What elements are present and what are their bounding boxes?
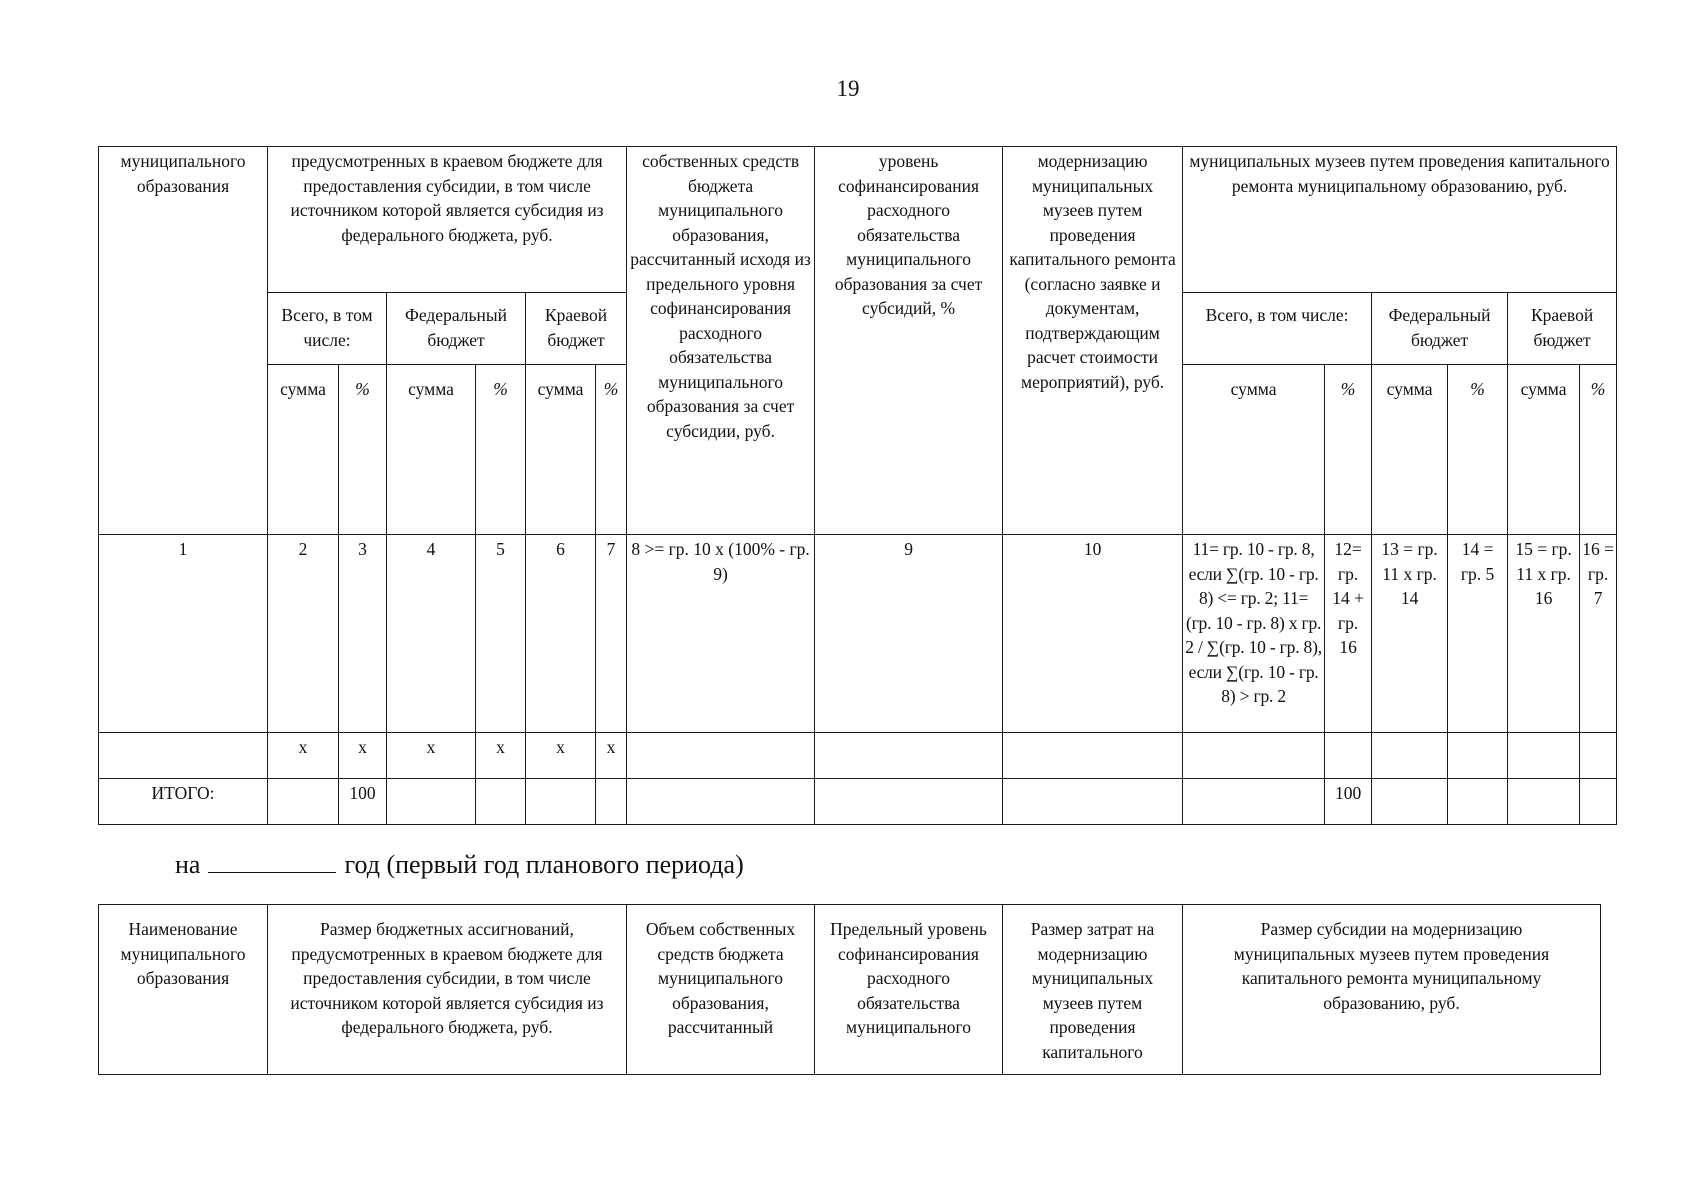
subsidy-table-next-year xyxy=(98,904,1601,1075)
header-pct: % xyxy=(1448,365,1508,535)
blank-cell xyxy=(627,733,815,779)
blank-cell xyxy=(1448,779,1508,825)
t2-header-own-funds: Объем собственных средств бюджета муниципального образования, рассчитанный xyxy=(627,905,815,1075)
header-pct: % xyxy=(339,365,387,535)
x-mark: x xyxy=(339,733,387,779)
blank-cell xyxy=(526,779,596,825)
t2-header-cofinancing-level: Предельный уровень софинансирования расходного обязательства муниципального xyxy=(815,905,1003,1075)
col-number: 10 xyxy=(1003,535,1183,733)
total-pct: 100 xyxy=(1325,779,1372,825)
header-regional-2: Краевой бюджет xyxy=(1508,293,1617,365)
blank-cell xyxy=(99,733,268,779)
col-number: 1 xyxy=(99,535,268,733)
subsidy-table-continued xyxy=(98,146,1617,825)
blank-cell xyxy=(1003,733,1183,779)
total-label: ИТОГО: xyxy=(99,779,268,825)
header-pct: % xyxy=(1580,365,1617,535)
header-sum: сумма xyxy=(1183,365,1325,535)
blank-cell xyxy=(627,779,815,825)
col-number: 3 xyxy=(339,535,387,733)
header-municipality: муниципального образования xyxy=(99,147,268,535)
col-number-formula: 14 = гр. 5 xyxy=(1448,535,1508,733)
header-federal-2: Федеральный бюджет xyxy=(1372,293,1508,365)
t2-header-costs: Размер затрат на модернизацию муниципальных музеев путем проведения капитального xyxy=(1003,905,1183,1075)
blank-cell xyxy=(476,779,526,825)
x-mark: x xyxy=(387,733,476,779)
x-mark: x xyxy=(526,733,596,779)
col-number-formula: 15 = гр. 11 х гр. 16 xyxy=(1508,535,1580,733)
col-number: 4 xyxy=(387,535,476,733)
x-mark: x xyxy=(596,733,627,779)
blank-cell xyxy=(1183,779,1325,825)
header-total-incl: Всего, в том числе: xyxy=(268,293,387,365)
year-blank-line xyxy=(208,850,336,873)
blank-cell xyxy=(596,779,627,825)
blank-cell xyxy=(1372,733,1448,779)
blank-cell xyxy=(387,779,476,825)
blank-cell xyxy=(1448,733,1508,779)
header-pct: % xyxy=(476,365,526,535)
blank-cell xyxy=(268,779,339,825)
col-number-formula: 12= гр. 14 + гр. 16 xyxy=(1325,535,1372,733)
header-sum: сумма xyxy=(526,365,596,535)
header-regional: Краевой бюджет xyxy=(526,293,627,365)
t2-header-subsidy: Размер субсидии на модернизацию муниципальных музеев путем проведения капитального ремонта муниципальному образованию, руб. xyxy=(1183,905,1601,1075)
col-number: 7 xyxy=(596,535,627,733)
header-sum: сумма xyxy=(1372,365,1448,535)
col-number: 2 xyxy=(268,535,339,733)
col-number-formula: 13 = гр. 11 х гр. 14 xyxy=(1372,535,1448,733)
col-number-formula: 11= гр. 10 - гр. 8, если ∑(гр. 10 - гр. 8) <= гр. 2; 11= (гр. 10 - гр. 8) х гр. 2 / ∑(гр. 10 - гр. 8), если ∑(гр. 10 - гр. 8) > гр. 2 xyxy=(1183,535,1325,733)
subtitle-prefix: на xyxy=(175,850,201,879)
col-number: 6 xyxy=(526,535,596,733)
col-number: 5 xyxy=(476,535,526,733)
header-subsidy: муниципальных музеев путем проведения капитального ремонта муниципальному образованию, руб. xyxy=(1183,147,1617,293)
total-pct: 100 xyxy=(339,779,387,825)
header-sum: сумма xyxy=(387,365,476,535)
page-number: 19 xyxy=(836,76,860,101)
blank-cell xyxy=(815,779,1003,825)
col-number-formula: 16 = гр. 7 xyxy=(1580,535,1617,733)
x-mark: x xyxy=(268,733,339,779)
section-subtitle xyxy=(175,850,744,880)
t2-header-budget-allocations: Размер бюджетных ассигнований, предусмотренных в краевом бюджете для предоставления субсидии, в том числе источником которой является субсидия из федерального бюджета, руб. xyxy=(268,905,627,1075)
header-cofinancing-level: уровень софинансирования расходного обязательства муниципального образования за счет субсидий, % xyxy=(815,147,1003,535)
blank-cell xyxy=(1003,779,1183,825)
blank-cell xyxy=(1508,779,1580,825)
col-number: 9 xyxy=(815,535,1003,733)
header-sum: сумма xyxy=(1508,365,1580,535)
header-costs: модернизацию муниципальных музеев путем проведения капитального ремонта (согласно заявке и документам, подтверждающим расчет стоимости мероприятий), руб. xyxy=(1003,147,1183,535)
subtitle-suffix: год (первый год планового периода) xyxy=(344,850,744,879)
header-own-funds: собственных средств бюджета муниципального образования, рассчитанный исходя из предельного уровня софинансирования расходного обязательства муниципального образования за счет субсидии, руб. xyxy=(627,147,815,535)
header-federal: Федеральный бюджет xyxy=(387,293,526,365)
blank-cell xyxy=(1580,779,1617,825)
blank-cell xyxy=(815,733,1003,779)
x-mark: x xyxy=(476,733,526,779)
header-budget-allocations: предусмотренных в краевом бюджете для предоставления субсидии, в том числе источником которой является субсидия из федерального бюджета, руб. xyxy=(268,147,627,293)
header-pct: % xyxy=(1325,365,1372,535)
header-total-incl-2: Всего, в том числе: xyxy=(1183,293,1372,365)
header-pct: % xyxy=(596,365,627,535)
blank-cell xyxy=(1580,733,1617,779)
blank-cell xyxy=(1508,733,1580,779)
blank-cell xyxy=(1372,779,1448,825)
col-number: 8 >= гр. 10 х (100% - гр. 9) xyxy=(627,535,815,733)
header-sum: сумма xyxy=(268,365,339,535)
blank-cell xyxy=(1325,733,1372,779)
t2-header-municipality: Наименование муниципального образования xyxy=(99,905,268,1075)
blank-cell xyxy=(1183,733,1325,779)
